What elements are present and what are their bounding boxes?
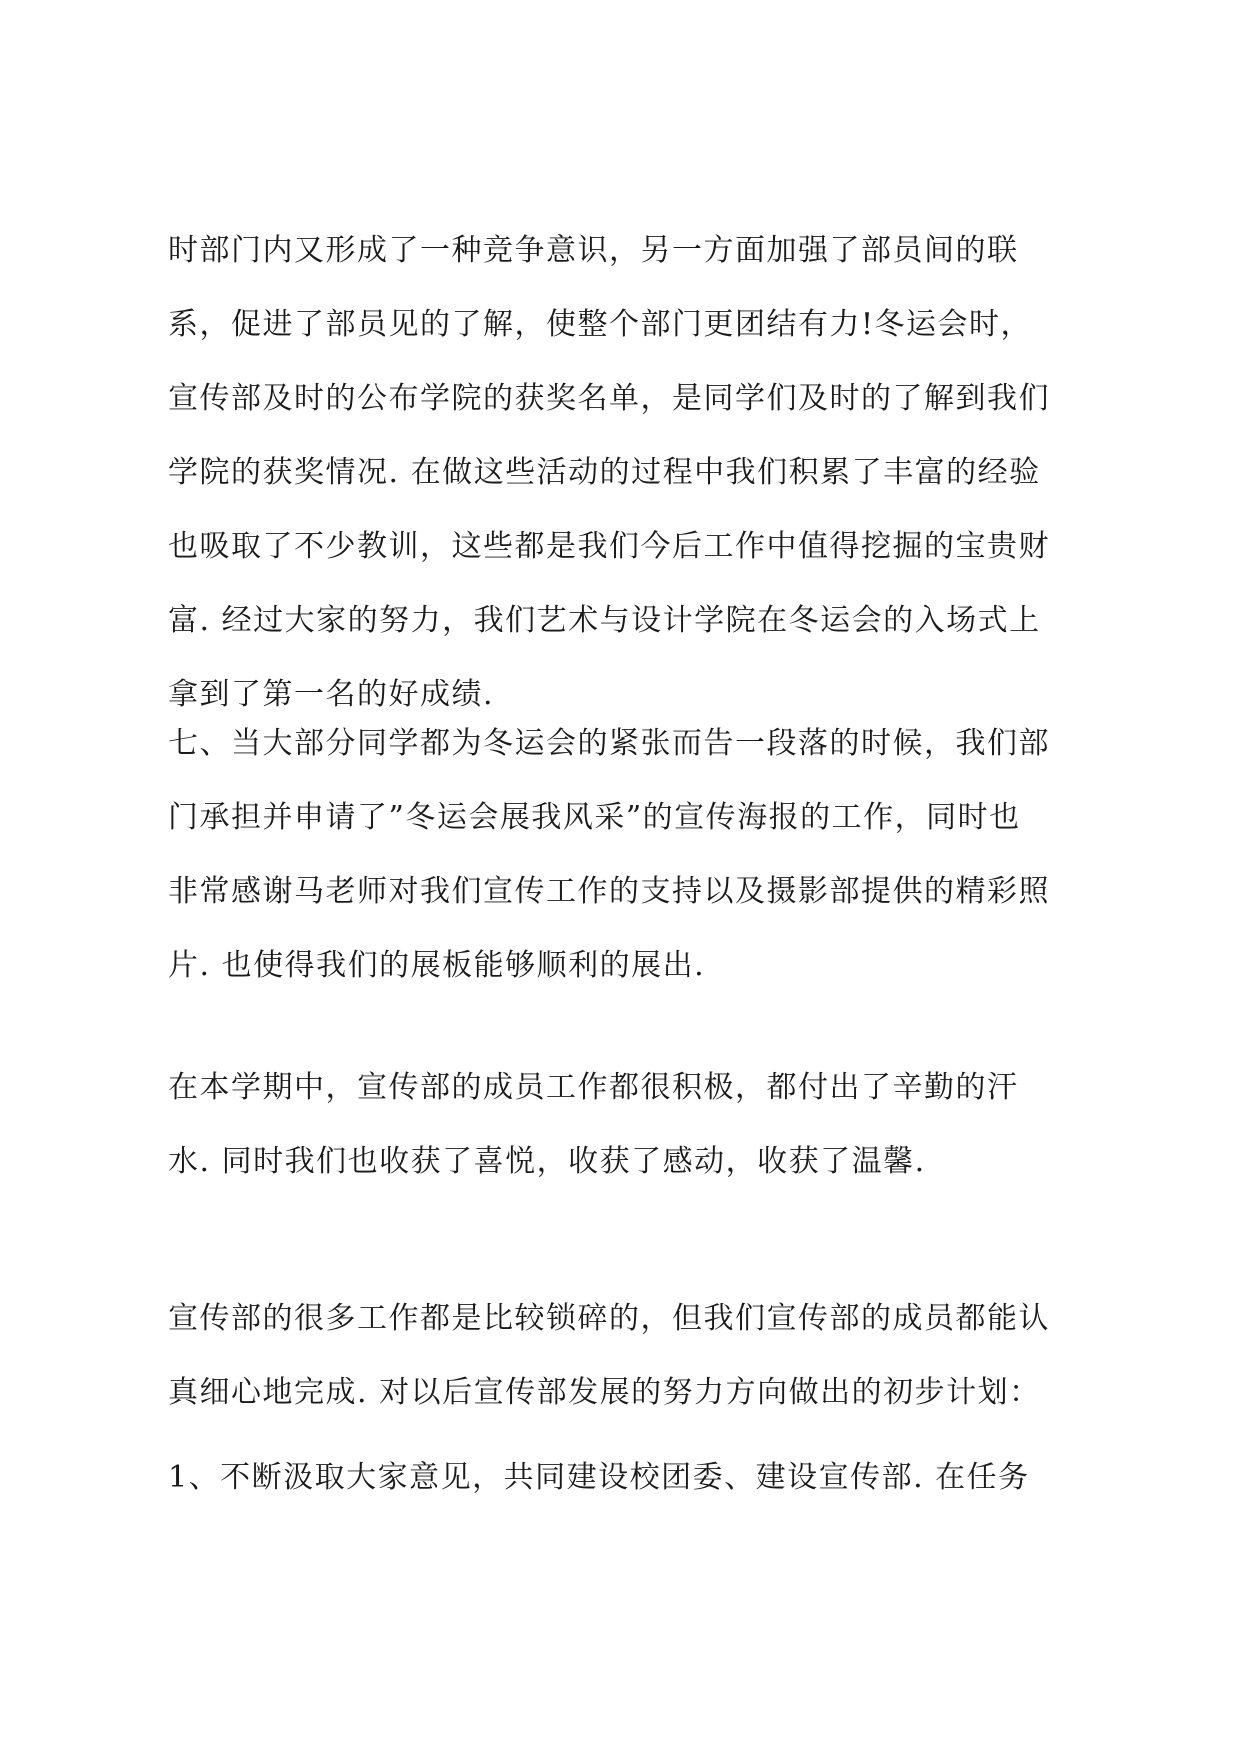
text-line: 片. 也使得我们的展板能够顺利的展出. <box>168 948 706 983</box>
text-line: 时部门内又形成了一种竞争意识，另一方面加强了部员间的联 <box>168 233 1019 268</box>
text-line: 学院的获奖情况. 在做这些活动的过程中我们积累了丰富的经验 <box>168 455 1041 490</box>
text-line: 门承担并申请了”冬运会展我风采”的宣传海报的工作，同时也 <box>168 800 1021 835</box>
paragraph-plan-item-one <box>168 1441 1098 1515</box>
text-line: 系，促进了部员见的了解，使整个部门更团结有力!冬运会时， <box>168 307 1033 342</box>
text-line: 真细心地完成. 对以后宣传部发展的努力方向做出的初步计划： <box>168 1375 1041 1410</box>
paragraph-semester-reflection <box>168 1051 1098 1199</box>
text-line: 1、不断汲取大家意见，共同建设校团委、建设宣传部. 在任务 <box>168 1460 1030 1495</box>
text-line: 富. 经过大家的努力，我们艺术与设计学院在冬运会的入场式上 <box>168 603 1041 638</box>
paragraph-winter-games-summary <box>168 214 1098 732</box>
text-line: 宣传部的很多工作都是比较锁碎的，但我们宣传部的成员都能认 <box>168 1301 1050 1336</box>
text-line: 七、当大部分同学都为冬运会的紧张而告一段落的时候，我们部 <box>168 726 1050 761</box>
text-line: 非常感谢马老师对我们宣传工作的支持以及摄影部提供的精彩照 <box>168 874 1050 909</box>
paragraph-section-seven <box>168 707 1098 1003</box>
text-line: 也吸取了不少教训，这些都是我们今后工作中值得挖掘的宝贵财 <box>168 529 1050 564</box>
paragraph-future-plan-intro <box>168 1282 1098 1430</box>
text-line: 在本学期中，宣传部的成员工作都很积极，都付出了辛勤的汗 <box>168 1070 1019 1105</box>
text-line: 宣传部及时的公布学院的获奖名单，是同学们及时的了解到我们 <box>168 381 1050 416</box>
text-line: 水. 同时我们也收获了喜悦，收获了感动，收获了温馨. <box>168 1144 926 1179</box>
text-line: 拿到了第一名的好成绩. <box>168 677 495 712</box>
